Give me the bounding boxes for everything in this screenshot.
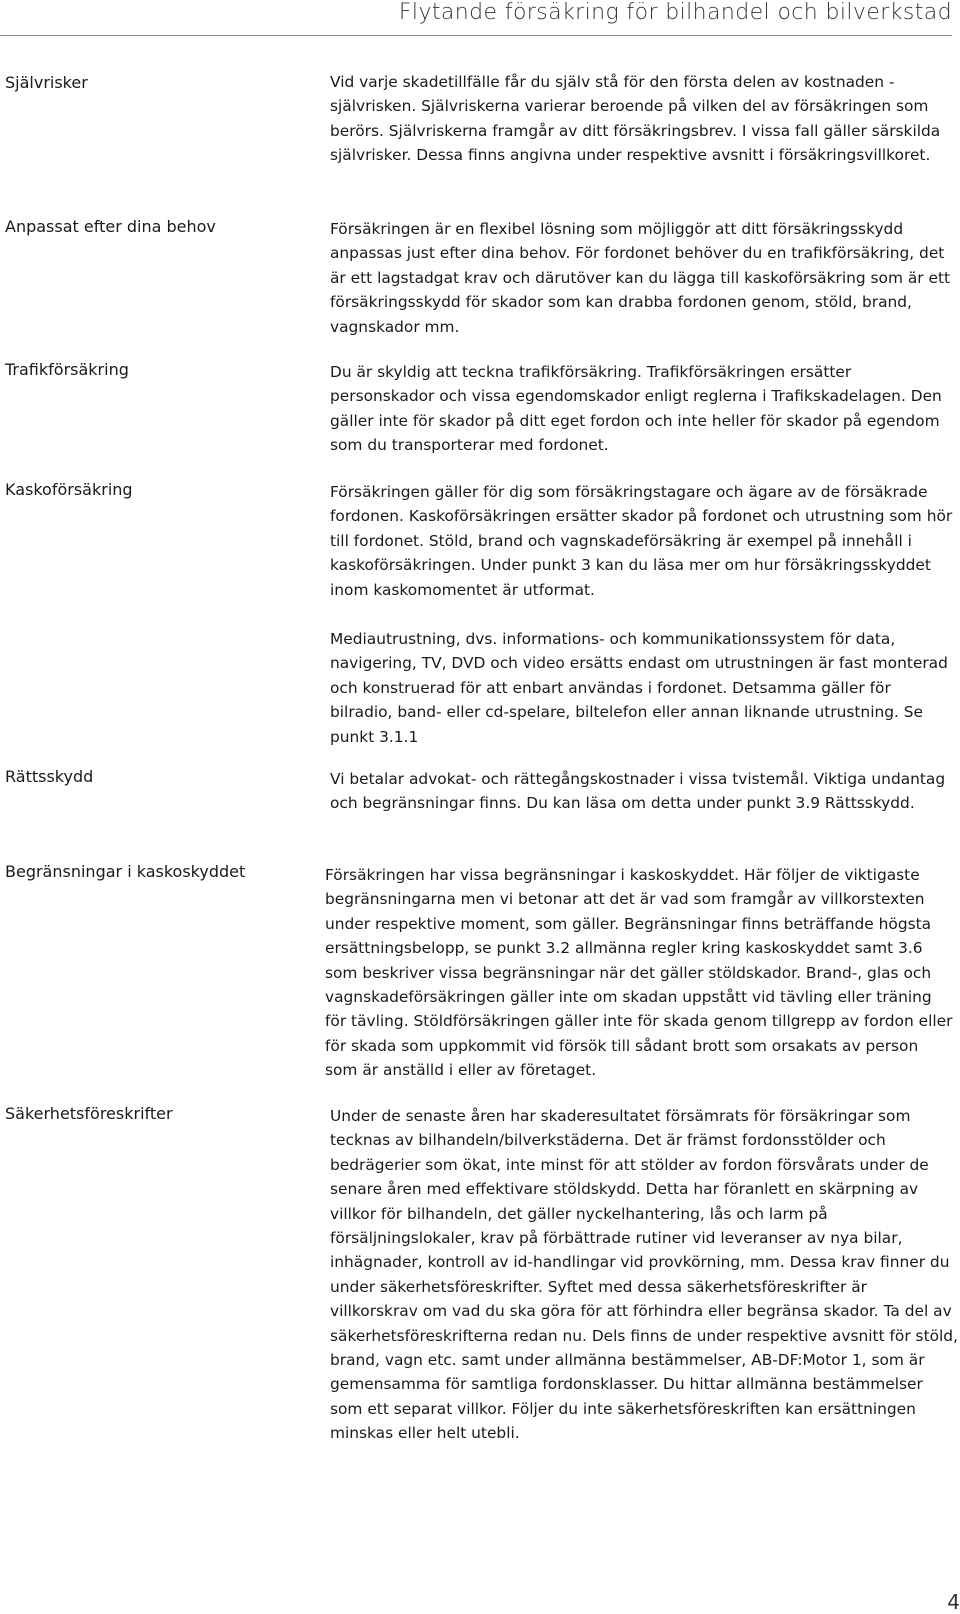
section-text-trafikforsakring: Du är skyldig att teckna trafikförsäkring. Trafikförsäkringen ersätter personskador och vissa egendomskador enligt reglerna i Trafikskadelagen. Den gäller inte för skador på ditt eget fordon och inte heller för skador på egendom som du transporterar med fordonet.	[330, 363, 942, 455]
section-text-rattsskydd: Vi betalar advokat- och rättegångskostnader i vissa tvistemål. Viktiga undantag och begränsningar finns. Du kan läsa om detta under punkt 3.9 Rättsskydd.	[330, 770, 946, 813]
page-number: 4	[947, 1590, 960, 1614]
section-text-mediautrustning: Mediautrustning, dvs. informations- och kommunikationssystem för data, navigering, TV, DVD och video ersätts endast om utrustningen är fast monterad och konstruerad för att enbart användas i fordonet. Detsamma gäller för bilradio, band- eller cd-spelare, biltelefon eller annan liknande utrustning. Se punkt 3.1.1	[330, 630, 948, 746]
section-label-kaskoforsakring: Kaskoförsäkring	[5, 480, 133, 499]
section-label-anpassat: Anpassat efter dina behov	[5, 217, 216, 236]
section-text-sjalvrisker: Vid varje skadetillfälle får du själv stå för den första delen av kostnaden - självrisken. Självriskerna varierar beroende på vilken del av försäkringen som berörs. Självriskerna framgår av ditt försäkringsbrev. I vissa fall gäller särskilda självrisker. Dessa finns angivna under respektive avsnitt i försäkringsvillkoret.	[330, 73, 941, 165]
section-label-sjalvrisker: Självrisker	[5, 73, 88, 92]
document-title: Flytande försäkring för bilhandel och bilverkstad	[398, 0, 952, 25]
section-label-trafikforsakring: Trafikförsäkring	[5, 360, 129, 379]
section-label-begransningar: Begränsningar i kaskoskyddet	[5, 862, 246, 881]
section-text-begransningar: Försäkringen har vissa begränsningar i kaskoskyddet. Här följer de viktigaste begränsningarna men vi betonar att det är vad som framgår av villkorstexten under respektive moment, som gäller. Begränsningar finns beträffande högsta ersättningsbelopp, se punkt 3.2 allmänna regler kring kaskoskyddet samt 3.6 som beskriver vissa begränsningar när det gäller stöldskador. Brand-, glas och vagnskadeförsäkringen gäller inte om skadan uppstått vid tävling eller träning för tävling. Stöldförsäkringen gäller inte för skada genom tillgrepp av fordon eller för skada som uppkommit vid försök till sådant brott som orsakats av person som är anställd i eller av företaget.	[325, 866, 953, 1080]
section-text-anpassat: Försäkringen är en flexibel lösning som möjliggör att ditt försäkringsskydd anpassas just efter dina behov. För fordonet behöver du en trafikförsäkring, det är ett lagstadgat krav och därutöver kan du lägga till kaskoförsäkring som är ett försäkringsskydd för skador som kan drabba fordonen genom, stöld, brand, vagnskador mm.	[330, 220, 951, 336]
section-text-sakerhetsforeskrifter: Under de senaste åren har skaderesultatet försämrats för försäkringar som tecknas av bilhandeln/bilverkstäderna. Det är främst fordonsstölder och bedrägerier som ökat, inte minst för att stölder av fordon försvårats under de senare åren med effektivare stöldskydd. Detta har föranlett en skärpning av villkor för bilhandeln, det gäller nyckelhantering, lås och larm på försäljningslokaler, krav på förbättrade rutiner vid leveranser av nya bilar, inhägnader, kontroll av id-handlingar vid provkörning, mm. Dessa krav finner du under säkerhetsföreskrifter. Syftet med dessa säkerhetsföreskrifter är villkorskrav om vad du ska göra för att förhindra eller begränsa skador. Ta del av säkerhetsföreskrifterna redan nu. Dels finns de under respektive avsnitt för stöld, brand, vagn etc. samt under allmänna bestämmelser, AB-DF:Motor 1, som är gemensamma för samtliga fordonsklasser. Du hittar allmänna bestämmelser som ett separat villkor. Följer du inte säkerhetsföreskriften kan ersättningen minskas eller helt utebli.	[330, 1107, 958, 1443]
section-text-kaskoforsakring: Försäkringen gäller för dig som försäkringstagare och ägare av de försäkrade fordonen. Kaskoförsäkringen ersätter skador på fordonet och utrustning som hör till fordonet. Stöld, brand och vagnskadeförsäkring är exempel på innehåll i kaskoförsäkringen. Under punkt 3 kan du läsa mer om hur försäkringsskyddet inom kaskomomentet är utformat.	[330, 483, 953, 599]
section-label-sakerhetsforeskrifter: Säkerhetsföreskrifter	[5, 1104, 173, 1123]
page-header	[0, 0, 952, 36]
section-label-rattsskydd: Rättsskydd	[5, 767, 94, 786]
